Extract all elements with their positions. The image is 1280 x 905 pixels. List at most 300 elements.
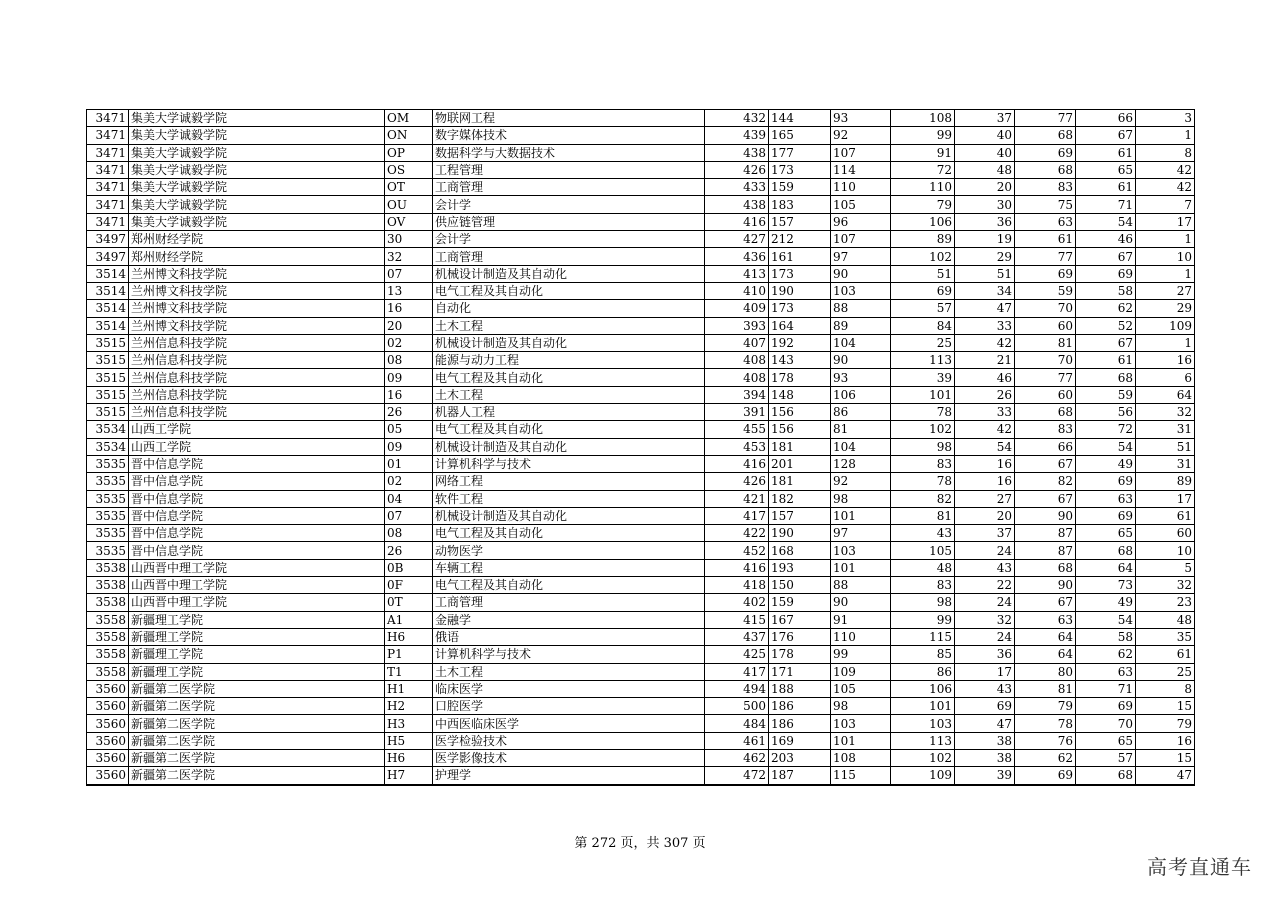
cell-score-e: 81 [1015, 334, 1076, 351]
cell-total-score: 417 [705, 663, 769, 680]
cell-score-c: 108 [891, 110, 955, 127]
table-row [87, 594, 1195, 611]
cell-score-b: 90 [831, 352, 891, 369]
cell-score-f: 49 [1076, 455, 1136, 472]
cell-score-c: 81 [891, 507, 955, 524]
cell-major-code: H6 [385, 628, 433, 645]
table-row [87, 300, 1195, 317]
cell-school-code: 3535 [87, 455, 129, 472]
cell-school-code: 3558 [87, 628, 129, 645]
cell-score-e: 64 [1015, 646, 1076, 663]
cell-score-d: 34 [955, 282, 1015, 299]
cell-major-name: 工程管理 [433, 161, 705, 178]
cell-score-c: 48 [891, 559, 955, 576]
cell-school-code: 3471 [87, 110, 129, 127]
cell-score-d: 69 [955, 698, 1015, 715]
cell-score-b: 103 [831, 715, 891, 732]
cell-total-score: 433 [705, 179, 769, 196]
cell-school-code: 3471 [87, 127, 129, 144]
cell-major-code: OS [385, 161, 433, 178]
cell-total-score: 410 [705, 282, 769, 299]
cell-score-c: 89 [891, 231, 955, 248]
cell-score-a: 201 [769, 455, 831, 472]
cell-total-score: 393 [705, 317, 769, 334]
cell-major-name: 口腔医学 [433, 698, 705, 715]
cell-rank-count: 89 [1136, 473, 1195, 490]
cell-rank-count: 61 [1136, 646, 1195, 663]
cell-score-e: 64 [1015, 628, 1076, 645]
cell-score-c: 86 [891, 663, 955, 680]
cell-score-a: 150 [769, 577, 831, 594]
cell-rank-count: 64 [1136, 386, 1195, 403]
cell-score-d: 24 [955, 594, 1015, 611]
cell-total-score: 409 [705, 300, 769, 317]
cell-score-b: 105 [831, 680, 891, 697]
cell-major-name: 工商管理 [433, 248, 705, 265]
cell-school-name: 兰州博文科技学院 [129, 282, 385, 299]
cell-score-b: 89 [831, 317, 891, 334]
cell-school-name: 集美大学诚毅学院 [129, 179, 385, 196]
cell-score-c: 105 [891, 542, 955, 559]
cell-score-b: 107 [831, 231, 891, 248]
cell-score-f: 54 [1076, 438, 1136, 455]
cell-score-d: 43 [955, 559, 1015, 576]
cell-score-b: 92 [831, 473, 891, 490]
cell-rank-count: 5 [1136, 559, 1195, 576]
cell-score-a: 171 [769, 663, 831, 680]
cell-score-b: 98 [831, 698, 891, 715]
cell-total-score: 437 [705, 628, 769, 645]
cell-score-f: 69 [1076, 265, 1136, 282]
cell-score-f: 65 [1076, 732, 1136, 749]
cell-school-code: 3558 [87, 663, 129, 680]
cell-school-name: 晋中信息学院 [129, 490, 385, 507]
cell-major-name: 计算机科学与技术 [433, 455, 705, 472]
cell-rank-count: 3 [1136, 110, 1195, 127]
cell-major-name: 中西医临床医学 [433, 715, 705, 732]
cell-score-f: 58 [1076, 628, 1136, 645]
cell-major-code: 0T [385, 594, 433, 611]
cell-score-a: 190 [769, 525, 831, 542]
cell-score-a: 156 [769, 421, 831, 438]
cell-score-d: 47 [955, 300, 1015, 317]
cell-score-a: 159 [769, 179, 831, 196]
cell-school-code: 3560 [87, 680, 129, 697]
cell-score-a: 161 [769, 248, 831, 265]
cell-score-d: 33 [955, 404, 1015, 421]
cell-major-name: 动物医学 [433, 542, 705, 559]
cell-school-name: 新疆第二医学院 [129, 767, 385, 785]
cell-score-a: 212 [769, 231, 831, 248]
cell-major-code: H5 [385, 732, 433, 749]
cell-score-b: 103 [831, 542, 891, 559]
cell-score-a: 143 [769, 352, 831, 369]
cell-score-d: 24 [955, 628, 1015, 645]
cell-major-name: 机械设计制造及其自动化 [433, 438, 705, 455]
cell-total-score: 413 [705, 265, 769, 282]
cell-score-a: 165 [769, 127, 831, 144]
cell-score-d: 19 [955, 231, 1015, 248]
table-body [87, 110, 1195, 785]
cell-rank-count: 29 [1136, 300, 1195, 317]
cell-score-f: 62 [1076, 646, 1136, 663]
cell-score-d: 36 [955, 646, 1015, 663]
cell-major-name: 车辆工程 [433, 559, 705, 576]
table-row [87, 213, 1195, 230]
cell-score-d: 20 [955, 179, 1015, 196]
cell-score-b: 104 [831, 438, 891, 455]
cell-school-name: 兰州信息科技学院 [129, 334, 385, 351]
cell-major-code: H6 [385, 749, 433, 766]
cell-rank-count: 47 [1136, 767, 1195, 785]
cell-total-score: 462 [705, 749, 769, 766]
cell-total-score: 416 [705, 455, 769, 472]
cell-score-e: 78 [1015, 715, 1076, 732]
cell-rank-count: 27 [1136, 282, 1195, 299]
cell-school-code: 3538 [87, 577, 129, 594]
cell-school-code: 3514 [87, 265, 129, 282]
cell-school-code: 3497 [87, 231, 129, 248]
cell-school-name: 新疆第二医学院 [129, 715, 385, 732]
cell-total-score: 402 [705, 594, 769, 611]
cell-score-b: 104 [831, 334, 891, 351]
cell-score-f: 67 [1076, 334, 1136, 351]
cell-score-d: 17 [955, 663, 1015, 680]
cell-score-c: 98 [891, 438, 955, 455]
cell-score-a: 159 [769, 594, 831, 611]
cell-school-name: 新疆理工学院 [129, 663, 385, 680]
cell-school-name: 晋中信息学院 [129, 525, 385, 542]
cell-school-name: 兰州博文科技学院 [129, 317, 385, 334]
cell-rank-count: 15 [1136, 698, 1195, 715]
cell-total-score: 415 [705, 611, 769, 628]
cell-school-code: 3560 [87, 715, 129, 732]
cell-score-d: 54 [955, 438, 1015, 455]
table-row [87, 110, 1195, 127]
cell-major-name: 数字媒体技术 [433, 127, 705, 144]
cell-total-score: 421 [705, 490, 769, 507]
cell-score-b: 114 [831, 161, 891, 178]
cell-score-e: 69 [1015, 144, 1076, 161]
cell-school-code: 3515 [87, 404, 129, 421]
table-row [87, 438, 1195, 455]
cell-school-code: 3560 [87, 767, 129, 785]
cell-score-d: 24 [955, 542, 1015, 559]
table-row [87, 369, 1195, 386]
cell-school-code: 3558 [87, 611, 129, 628]
cell-score-a: 148 [769, 386, 831, 403]
table-row [87, 525, 1195, 542]
cell-score-c: 98 [891, 594, 955, 611]
cell-score-a: 193 [769, 559, 831, 576]
cell-major-name: 土木工程 [433, 386, 705, 403]
cell-major-name: 数据科学与大数据技术 [433, 144, 705, 161]
cell-rank-count: 31 [1136, 421, 1195, 438]
cell-score-c: 106 [891, 213, 955, 230]
cell-score-c: 99 [891, 611, 955, 628]
cell-major-code: P1 [385, 646, 433, 663]
cell-total-score: 452 [705, 542, 769, 559]
cell-total-score: 438 [705, 196, 769, 213]
cell-rank-count: 35 [1136, 628, 1195, 645]
cell-school-name: 集美大学诚毅学院 [129, 144, 385, 161]
cell-school-name: 晋中信息学院 [129, 455, 385, 472]
table-row [87, 265, 1195, 282]
cell-school-code: 3560 [87, 698, 129, 715]
cell-major-name: 工商管理 [433, 594, 705, 611]
cell-score-f: 59 [1076, 386, 1136, 403]
cell-rank-count: 7 [1136, 196, 1195, 213]
cell-score-f: 68 [1076, 369, 1136, 386]
cell-major-code: 13 [385, 282, 433, 299]
cell-score-a: 173 [769, 300, 831, 317]
cell-score-f: 69 [1076, 473, 1136, 490]
cell-score-a: 173 [769, 161, 831, 178]
cell-score-e: 90 [1015, 577, 1076, 594]
cell-major-code: OM [385, 110, 433, 127]
cell-major-name: 土木工程 [433, 317, 705, 334]
cell-score-f: 71 [1076, 680, 1136, 697]
cell-score-b: 97 [831, 248, 891, 265]
cell-school-name: 新疆第二医学院 [129, 732, 385, 749]
cell-major-code: T1 [385, 663, 433, 680]
cell-score-e: 82 [1015, 473, 1076, 490]
cell-score-b: 90 [831, 265, 891, 282]
cell-score-c: 72 [891, 161, 955, 178]
cell-major-code: 04 [385, 490, 433, 507]
cell-score-e: 80 [1015, 663, 1076, 680]
cell-score-a: 186 [769, 698, 831, 715]
cell-major-name: 会计学 [433, 231, 705, 248]
cell-score-e: 68 [1015, 127, 1076, 144]
cell-school-code: 3514 [87, 300, 129, 317]
cell-score-a: 168 [769, 542, 831, 559]
cell-rank-count: 32 [1136, 404, 1195, 421]
cell-score-c: 78 [891, 404, 955, 421]
cell-rank-count: 32 [1136, 577, 1195, 594]
cell-major-code: OP [385, 144, 433, 161]
cell-score-d: 42 [955, 421, 1015, 438]
cell-major-code: 26 [385, 542, 433, 559]
cell-score-a: 177 [769, 144, 831, 161]
cell-score-e: 67 [1015, 455, 1076, 472]
cell-score-e: 77 [1015, 369, 1076, 386]
cell-score-d: 16 [955, 473, 1015, 490]
cell-score-e: 68 [1015, 161, 1076, 178]
cell-score-c: 85 [891, 646, 955, 663]
cell-total-score: 461 [705, 732, 769, 749]
cell-score-f: 65 [1076, 525, 1136, 542]
cell-total-score: 472 [705, 767, 769, 785]
cell-rank-count: 109 [1136, 317, 1195, 334]
table-row [87, 282, 1195, 299]
cell-school-code: 3535 [87, 525, 129, 542]
cell-rank-count: 16 [1136, 732, 1195, 749]
cell-total-score: 500 [705, 698, 769, 715]
cell-total-score: 455 [705, 421, 769, 438]
cell-major-code: OU [385, 196, 433, 213]
cell-total-score: 453 [705, 438, 769, 455]
cell-major-name: 电气工程及其自动化 [433, 282, 705, 299]
table-row [87, 559, 1195, 576]
cell-rank-count: 42 [1136, 161, 1195, 178]
cell-school-code: 3471 [87, 144, 129, 161]
cell-score-a: 188 [769, 680, 831, 697]
cell-rank-count: 8 [1136, 680, 1195, 697]
cell-total-score: 417 [705, 507, 769, 524]
cell-score-d: 38 [955, 749, 1015, 766]
table-row [87, 231, 1195, 248]
cell-rank-count: 10 [1136, 542, 1195, 559]
cell-score-b: 92 [831, 127, 891, 144]
cell-school-code: 3534 [87, 421, 129, 438]
cell-major-code: 32 [385, 248, 433, 265]
cell-rank-count: 1 [1136, 231, 1195, 248]
cell-score-f: 54 [1076, 611, 1136, 628]
cell-major-code: A1 [385, 611, 433, 628]
cell-major-code: H1 [385, 680, 433, 697]
cell-score-c: 99 [891, 127, 955, 144]
cell-major-code: H2 [385, 698, 433, 715]
cell-rank-count: 23 [1136, 594, 1195, 611]
cell-score-c: 79 [891, 196, 955, 213]
cell-school-name: 集美大学诚毅学院 [129, 213, 385, 230]
table-row [87, 404, 1195, 421]
cell-school-code: 3560 [87, 749, 129, 766]
cell-school-name: 郑州财经学院 [129, 248, 385, 265]
cell-rank-count: 8 [1136, 144, 1195, 161]
cell-total-score: 439 [705, 127, 769, 144]
cell-total-score: 407 [705, 334, 769, 351]
cell-score-b: 98 [831, 490, 891, 507]
cell-score-a: 190 [769, 282, 831, 299]
table-row [87, 611, 1195, 628]
cell-school-name: 晋中信息学院 [129, 542, 385, 559]
cell-score-c: 57 [891, 300, 955, 317]
cell-major-name: 软件工程 [433, 490, 705, 507]
cell-school-name: 兰州信息科技学院 [129, 386, 385, 403]
cell-score-b: 88 [831, 300, 891, 317]
cell-score-e: 76 [1015, 732, 1076, 749]
cell-score-e: 75 [1015, 196, 1076, 213]
cell-major-name: 医学影像技术 [433, 749, 705, 766]
cell-score-a: 183 [769, 196, 831, 213]
table-row [87, 628, 1195, 645]
cell-school-code: 3560 [87, 732, 129, 749]
cell-score-a: 186 [769, 715, 831, 732]
cell-total-score: 408 [705, 369, 769, 386]
cell-score-b: 128 [831, 455, 891, 472]
cell-score-b: 86 [831, 404, 891, 421]
cell-major-name: 金融学 [433, 611, 705, 628]
cell-rank-count: 51 [1136, 438, 1195, 455]
cell-score-d: 46 [955, 369, 1015, 386]
cell-score-c: 103 [891, 715, 955, 732]
cell-score-f: 63 [1076, 663, 1136, 680]
cell-major-name: 机械设计制造及其自动化 [433, 507, 705, 524]
cell-score-b: 81 [831, 421, 891, 438]
cell-total-score: 391 [705, 404, 769, 421]
cell-school-name: 山西晋中理工学院 [129, 559, 385, 576]
table-row [87, 473, 1195, 490]
cell-score-e: 67 [1015, 594, 1076, 611]
cell-rank-count: 42 [1136, 179, 1195, 196]
cell-school-name: 新疆理工学院 [129, 611, 385, 628]
cell-school-name: 山西工学院 [129, 421, 385, 438]
cell-major-code: OV [385, 213, 433, 230]
cell-school-code: 3515 [87, 369, 129, 386]
cell-score-c: 101 [891, 698, 955, 715]
cell-score-d: 33 [955, 317, 1015, 334]
cell-major-code: 09 [385, 369, 433, 386]
cell-school-code: 3538 [87, 559, 129, 576]
cell-score-c: 83 [891, 577, 955, 594]
cell-total-score: 432 [705, 110, 769, 127]
cell-school-name: 新疆第二医学院 [129, 698, 385, 715]
cell-school-code: 3471 [87, 161, 129, 178]
cell-score-f: 72 [1076, 421, 1136, 438]
cell-score-f: 54 [1076, 213, 1136, 230]
cell-score-f: 61 [1076, 144, 1136, 161]
cell-total-score: 494 [705, 680, 769, 697]
cell-score-d: 40 [955, 144, 1015, 161]
cell-score-b: 107 [831, 144, 891, 161]
cell-major-name: 网络工程 [433, 473, 705, 490]
cell-school-code: 3535 [87, 490, 129, 507]
cell-rank-count: 25 [1136, 663, 1195, 680]
cell-score-e: 63 [1015, 213, 1076, 230]
cell-major-code: H7 [385, 767, 433, 785]
cell-major-code: 01 [385, 455, 433, 472]
cell-score-e: 83 [1015, 179, 1076, 196]
table-row [87, 715, 1195, 732]
cell-score-c: 91 [891, 144, 955, 161]
cell-score-c: 102 [891, 749, 955, 766]
cell-score-f: 69 [1076, 698, 1136, 715]
cell-major-code: 0B [385, 559, 433, 576]
cell-score-f: 66 [1076, 110, 1136, 127]
cell-major-name: 电气工程及其自动化 [433, 577, 705, 594]
cell-school-name: 集美大学诚毅学院 [129, 110, 385, 127]
cell-score-e: 59 [1015, 282, 1076, 299]
cell-school-name: 晋中信息学院 [129, 507, 385, 524]
cell-score-c: 113 [891, 732, 955, 749]
cell-score-d: 42 [955, 334, 1015, 351]
cell-score-c: 39 [891, 369, 955, 386]
cell-score-e: 60 [1015, 386, 1076, 403]
cell-score-f: 61 [1076, 179, 1136, 196]
cell-score-e: 63 [1015, 611, 1076, 628]
cell-school-name: 新疆理工学院 [129, 646, 385, 663]
cell-rank-count: 17 [1136, 213, 1195, 230]
cell-score-d: 32 [955, 611, 1015, 628]
cell-school-name: 集美大学诚毅学院 [129, 127, 385, 144]
cell-score-b: 93 [831, 369, 891, 386]
cell-total-score: 438 [705, 144, 769, 161]
cell-score-f: 61 [1076, 352, 1136, 369]
cell-score-b: 93 [831, 110, 891, 127]
cell-major-name: 计算机科学与技术 [433, 646, 705, 663]
cell-score-e: 79 [1015, 698, 1076, 715]
cell-score-e: 67 [1015, 490, 1076, 507]
cell-score-f: 56 [1076, 404, 1136, 421]
cell-score-d: 43 [955, 680, 1015, 697]
cell-school-code: 3538 [87, 594, 129, 611]
cell-major-code: 02 [385, 473, 433, 490]
table-row [87, 767, 1195, 785]
cell-major-name: 临床医学 [433, 680, 705, 697]
cell-score-f: 65 [1076, 161, 1136, 178]
